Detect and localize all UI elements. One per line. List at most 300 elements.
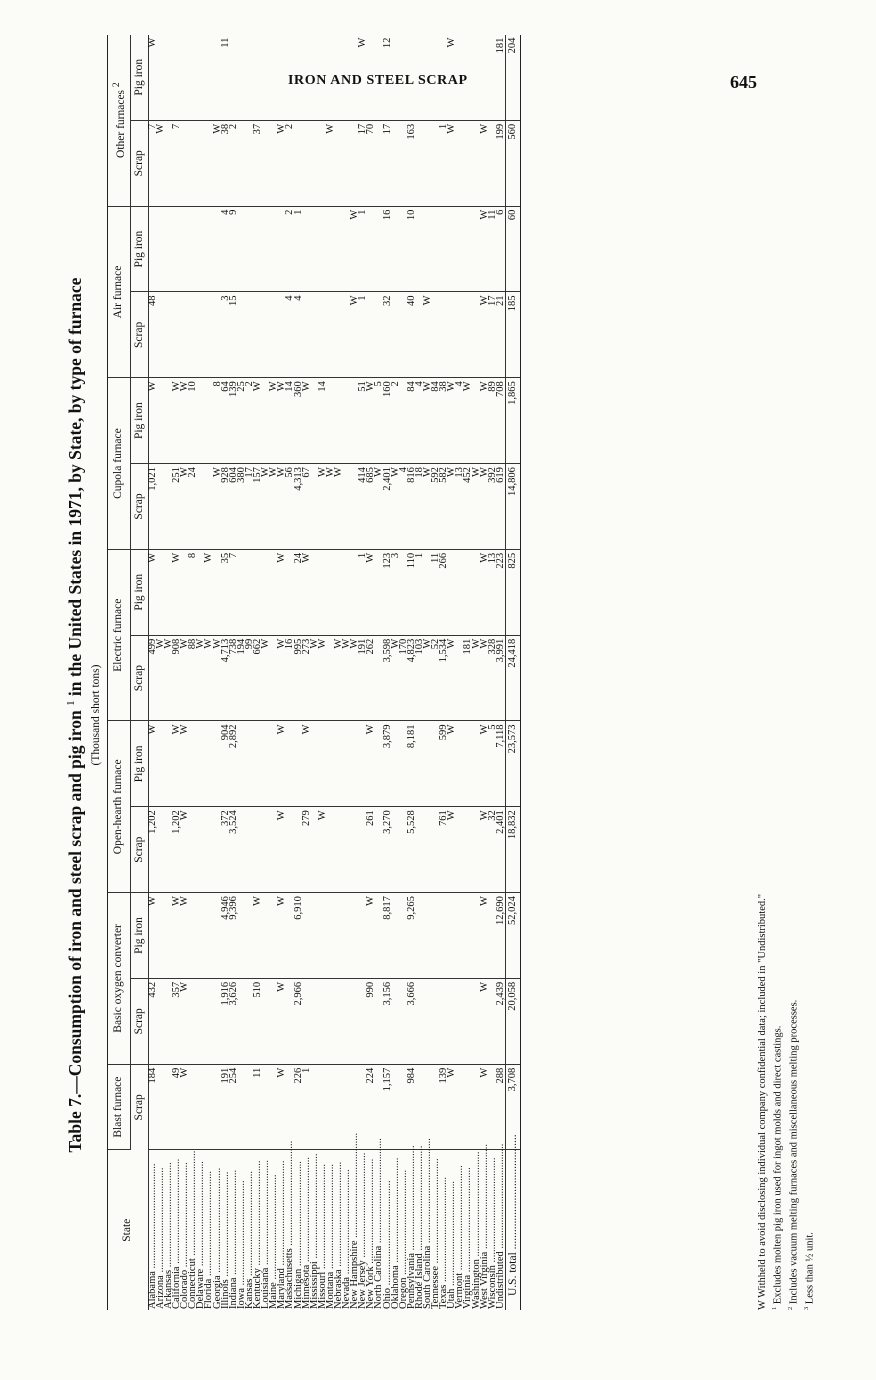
state-name: California ........................................ xyxy=(171,1158,183,1309)
state-name: Rhode Island ........................................ xyxy=(413,1145,425,1309)
cell-value xyxy=(408,35,416,121)
cell-value: 1 xyxy=(303,1064,311,1150)
cell-value: 499 xyxy=(148,635,157,721)
cell-value: 3,524 xyxy=(230,807,238,893)
cell-value xyxy=(424,721,432,807)
cell-value: 123 xyxy=(384,549,392,635)
cell-value: W xyxy=(481,378,489,464)
cell-value: W xyxy=(464,378,472,464)
cell-value: W xyxy=(343,635,351,721)
cell-value xyxy=(432,893,440,979)
cell-value: 592 xyxy=(432,464,440,550)
subheader-scrap: Scrap xyxy=(130,292,148,378)
state-name: Montana ........................................ xyxy=(324,1164,336,1309)
state-name: West Virginia ........................................ xyxy=(478,1144,490,1309)
cell-value xyxy=(456,1064,464,1150)
cell-value xyxy=(392,978,400,1064)
state-name: New Hampshire ........................................ xyxy=(349,1132,361,1309)
cell-value xyxy=(238,807,246,893)
cell-value: 3,626 xyxy=(230,978,238,1064)
cell-value: W xyxy=(367,721,375,807)
cell-value: 4 xyxy=(400,464,408,550)
cell-value: W xyxy=(181,378,189,464)
cell-value xyxy=(205,978,213,1064)
cell-value xyxy=(351,549,359,635)
table-row xyxy=(408,35,416,1310)
cell-value: 204 xyxy=(505,35,520,121)
cell-value xyxy=(197,206,205,292)
cell-value: 4 xyxy=(416,378,424,464)
cell-value: W xyxy=(173,378,181,464)
state-name: Maine ........................................ xyxy=(268,1174,280,1309)
cell-value xyxy=(327,206,335,292)
state-name: Massachusetts ........................................ xyxy=(284,1140,296,1309)
cell-value xyxy=(424,978,432,1064)
state-name: Washington ........................................ xyxy=(470,1151,482,1309)
cell-value xyxy=(238,978,246,1064)
cell-value: 251 xyxy=(173,464,181,550)
cell-value: W xyxy=(214,635,222,721)
cell-value xyxy=(335,978,343,1064)
cell-value xyxy=(416,893,424,979)
cell-value xyxy=(189,1064,197,1150)
footnote-mark: 3 xyxy=(802,1306,810,1310)
cell-value: 3,666 xyxy=(408,978,416,1064)
state-name: Missouri ........................................ xyxy=(316,1164,328,1309)
table-row xyxy=(303,35,311,1310)
table-row xyxy=(148,35,157,1310)
cell-value xyxy=(335,807,343,893)
state-name: Mississippi ........................................ xyxy=(308,1153,320,1309)
cell-value: W xyxy=(278,120,286,206)
cell-value: W xyxy=(424,635,432,721)
cell-value xyxy=(205,1064,213,1150)
cell-value: W xyxy=(278,893,286,979)
cell-value: W xyxy=(148,35,157,121)
state-name: Virginia ........................................ xyxy=(462,1167,474,1309)
table-row xyxy=(311,35,319,1310)
cell-value: W xyxy=(148,378,157,464)
state-name: North Carolina ........................................ xyxy=(373,1138,385,1309)
cell-value: W xyxy=(303,721,311,807)
cell-value: W xyxy=(392,635,400,721)
state-name: Georgia ........................................ xyxy=(211,1167,223,1309)
cell-value: 380 xyxy=(238,464,246,550)
cell-value xyxy=(392,292,400,378)
cell-value: W xyxy=(303,549,311,635)
cell-value xyxy=(327,978,335,1064)
cell-value: 12,690 xyxy=(497,893,506,979)
cell-value: 38 xyxy=(222,120,230,206)
cell-value: 357 xyxy=(173,978,181,1064)
cell-value xyxy=(262,721,270,807)
cell-value xyxy=(205,292,213,378)
table-row xyxy=(416,35,424,1310)
cell-value xyxy=(343,893,351,979)
table-row xyxy=(181,35,189,1310)
cell-value: 7 xyxy=(148,120,157,206)
subheader-pig-iron: Pig iron xyxy=(130,721,148,807)
group-header-other: Other furnaces $^2$ xyxy=(108,35,131,207)
cell-value: 1,865 xyxy=(505,378,520,464)
cell-value xyxy=(246,206,254,292)
cell-value: W xyxy=(448,378,456,464)
footnote-mark: 1 xyxy=(771,1306,779,1310)
cell-value xyxy=(319,35,327,121)
cell-value: 38 xyxy=(440,378,448,464)
cell-value xyxy=(303,206,311,292)
cell-value xyxy=(165,206,173,292)
state-name: Utah ........................................ xyxy=(446,1180,458,1309)
cell-value: 908 xyxy=(173,635,181,721)
state-name: Ohio ........................................ xyxy=(381,1180,393,1309)
cell-value xyxy=(262,807,270,893)
table-row xyxy=(246,35,254,1310)
cell-value: 261 xyxy=(367,807,375,893)
cell-value: 279 xyxy=(303,807,311,893)
table-title-text-end: in the United States in 1971, by State, by type of furnace xyxy=(65,277,85,701)
cell-value: 288 xyxy=(497,1064,506,1150)
cell-value: W xyxy=(181,464,189,550)
group-header-open-hearth: Open-hearth furnace xyxy=(108,721,131,893)
cell-value xyxy=(197,292,205,378)
cell-value xyxy=(181,206,189,292)
cell-value: 49 xyxy=(173,1064,181,1150)
cell-value xyxy=(327,35,335,121)
cell-value: W xyxy=(351,206,359,292)
cell-value xyxy=(335,120,343,206)
cell-value xyxy=(440,978,448,1064)
cell-value xyxy=(335,893,343,979)
cell-value: 560 xyxy=(505,120,520,206)
cell-value: W xyxy=(181,893,189,979)
cell-value: 18,832 xyxy=(505,807,520,893)
cell-value: W xyxy=(392,464,400,550)
table-row xyxy=(205,35,213,1310)
cell-value: 14,806 xyxy=(505,464,520,550)
table-row xyxy=(400,35,408,1310)
cell-value xyxy=(181,35,189,121)
cell-value xyxy=(214,206,222,292)
cell-value: 372 xyxy=(222,807,230,893)
cell-value: 12 xyxy=(384,35,392,121)
table-row xyxy=(214,35,222,1310)
cell-value xyxy=(311,978,319,1064)
cell-value xyxy=(343,35,351,121)
cell-value xyxy=(173,35,181,121)
table-row xyxy=(238,35,246,1310)
cell-value xyxy=(464,35,472,121)
cell-value: 7 xyxy=(173,120,181,206)
footnote-text: W Withheld to avoid disclosing individual company confidential data; included in "Undistributed." xyxy=(757,893,768,1310)
cell-value: 56 xyxy=(286,464,294,550)
cell-value xyxy=(254,721,262,807)
cell-value xyxy=(238,120,246,206)
cell-value: 1 xyxy=(295,206,303,292)
cell-value: 1 xyxy=(359,292,367,378)
group-header-blast-furnace: Blast furnace xyxy=(108,1064,131,1150)
cell-value: W xyxy=(448,120,456,206)
cell-value xyxy=(295,35,303,121)
cell-value xyxy=(197,807,205,893)
group-header-row xyxy=(108,35,131,1310)
cell-value xyxy=(278,292,286,378)
cell-value: W xyxy=(262,635,270,721)
cell-value: 4,823 xyxy=(408,635,416,721)
cell-value xyxy=(319,721,327,807)
cell-value xyxy=(189,721,197,807)
cell-value: W xyxy=(157,635,165,721)
cell-value xyxy=(238,206,246,292)
subheader-pig-iron: Pig iron xyxy=(130,206,148,292)
cell-value xyxy=(343,807,351,893)
cell-value: 52 xyxy=(432,635,440,721)
state-name: Nebraska ........................................ xyxy=(332,1161,344,1309)
cell-value: 170 xyxy=(400,635,408,721)
cell-value: 8 xyxy=(189,549,197,635)
state-name: Oklahoma ........................................ xyxy=(389,1157,401,1309)
cell-value xyxy=(278,35,286,121)
cell-value: 160 xyxy=(384,378,392,464)
cell-value: 1 xyxy=(416,549,424,635)
cell-value: W xyxy=(181,807,189,893)
cell-value: 662 xyxy=(254,635,262,721)
cell-value xyxy=(319,1064,327,1150)
cell-value: 4,313 xyxy=(295,464,303,550)
cell-value xyxy=(464,549,472,635)
subheader-scrap: Scrap xyxy=(130,635,148,721)
table-row xyxy=(165,35,173,1310)
table-row xyxy=(295,35,303,1310)
cell-value xyxy=(238,721,246,807)
cell-value: W xyxy=(148,549,157,635)
table-row xyxy=(335,35,343,1310)
cell-value: W xyxy=(481,292,489,378)
cell-value: 17 xyxy=(246,464,254,550)
cell-value: 7,118 xyxy=(497,721,506,807)
state-name: Arizona ........................................ xyxy=(154,1167,166,1309)
cell-value: W xyxy=(319,807,327,893)
cell-value xyxy=(424,893,432,979)
cell-value xyxy=(165,292,173,378)
cell-value: 6,910 xyxy=(295,893,303,979)
cell-value: 23,573 xyxy=(505,721,520,807)
cell-value xyxy=(311,206,319,292)
cell-value xyxy=(392,807,400,893)
cell-value: 2 xyxy=(392,378,400,464)
cell-value xyxy=(262,893,270,979)
cell-value: 928 xyxy=(222,464,230,550)
table-row xyxy=(254,35,262,1310)
table-row xyxy=(278,35,286,1310)
cell-value: 10 xyxy=(189,378,197,464)
cell-value: 223 xyxy=(497,549,506,635)
cell-value xyxy=(392,1064,400,1150)
cell-value: 328 xyxy=(489,635,497,721)
cell-value xyxy=(205,378,213,464)
cell-value xyxy=(262,292,270,378)
cell-value xyxy=(157,549,165,635)
cell-value xyxy=(319,549,327,635)
cell-value: 1,916 xyxy=(222,978,230,1064)
footnotes xyxy=(757,894,817,1310)
cell-value: 990 xyxy=(367,978,375,1064)
cell-value: 2,439 xyxy=(497,978,506,1064)
cell-value: 599 xyxy=(440,721,448,807)
cell-value: W xyxy=(335,635,343,721)
cell-value xyxy=(311,549,319,635)
cell-value xyxy=(432,120,440,206)
state-name: Florida ........................................ xyxy=(203,1171,215,1309)
total-label: U.S. total ........................................ xyxy=(505,1150,520,1310)
cell-value xyxy=(327,549,335,635)
cell-value: 3,991 xyxy=(497,635,506,721)
table-row xyxy=(392,35,400,1310)
cell-value xyxy=(343,120,351,206)
cell-value xyxy=(335,378,343,464)
cell-value: W xyxy=(181,635,189,721)
cell-value xyxy=(473,35,481,121)
cell-value xyxy=(197,893,205,979)
cell-value xyxy=(238,1064,246,1150)
cell-value xyxy=(367,35,375,121)
cell-value: W xyxy=(278,1064,286,1150)
cell-value: W xyxy=(173,721,181,807)
cell-value: 984 xyxy=(408,1064,416,1150)
cell-value: W xyxy=(424,464,432,550)
page-number: 645 xyxy=(730,72,757,92)
cell-value xyxy=(456,549,464,635)
table-row xyxy=(189,35,197,1310)
cell-value: 32 xyxy=(489,807,497,893)
cell-value: 1,534 xyxy=(440,635,448,721)
cell-value: 13 xyxy=(456,464,464,550)
cell-value xyxy=(335,292,343,378)
cell-value xyxy=(262,978,270,1064)
table-row xyxy=(481,35,489,1310)
cell-value xyxy=(456,807,464,893)
state-name: Alabama ........................................ xyxy=(146,1163,158,1309)
cell-value xyxy=(270,35,278,121)
cell-value xyxy=(311,893,319,979)
table-row xyxy=(359,35,367,1310)
cell-value: W xyxy=(481,635,489,721)
state-name: Tennessee ........................................ xyxy=(430,1158,442,1309)
cell-value xyxy=(464,1064,472,1150)
cell-value: W xyxy=(197,635,205,721)
cell-value: 32 xyxy=(384,292,392,378)
cell-value: W xyxy=(481,206,489,292)
cell-value: 103 xyxy=(416,635,424,721)
subheader-scrap: Scrap xyxy=(130,464,148,550)
cell-value xyxy=(464,721,472,807)
cell-value: 139 xyxy=(230,378,238,464)
cell-value xyxy=(335,721,343,807)
footnote xyxy=(757,894,769,1310)
cell-value: 16 xyxy=(384,206,392,292)
subheader-scrap: Scrap xyxy=(130,1064,148,1150)
cell-value: 35 xyxy=(222,549,230,635)
cell-value xyxy=(335,549,343,635)
cell-value: 7 xyxy=(230,549,238,635)
cell-value xyxy=(254,807,262,893)
cell-value: 360 xyxy=(295,378,303,464)
cell-value: W xyxy=(254,378,262,464)
cell-value: 24 xyxy=(295,549,303,635)
cell-value xyxy=(157,1064,165,1150)
cell-value xyxy=(464,206,472,292)
cell-value xyxy=(246,35,254,121)
cell-value: 13 xyxy=(489,549,497,635)
table-row xyxy=(270,35,278,1310)
cell-value xyxy=(303,978,311,1064)
state-name: Arkansas ........................................ xyxy=(163,1162,175,1309)
cell-value: 21 xyxy=(497,292,506,378)
cell-value: 25 xyxy=(238,378,246,464)
cell-value xyxy=(351,978,359,1064)
cell-value xyxy=(262,206,270,292)
cell-value xyxy=(165,35,173,121)
cell-value xyxy=(319,292,327,378)
cell-value xyxy=(327,292,335,378)
table-body xyxy=(148,35,520,1310)
cell-value: W xyxy=(481,807,489,893)
subheader-scrap: Scrap xyxy=(130,807,148,893)
cell-value: 185 xyxy=(505,292,520,378)
cell-value xyxy=(311,292,319,378)
cell-value xyxy=(165,120,173,206)
cell-value xyxy=(197,464,205,550)
cell-value: 3 xyxy=(222,292,230,378)
cell-value: 1,202 xyxy=(148,807,157,893)
table-title-text: Table 7.—Consumption of iron and steel scrap and pig iron xyxy=(65,710,85,1153)
cell-value: 199 xyxy=(497,120,506,206)
cell-value xyxy=(335,206,343,292)
cell-value: W xyxy=(448,807,456,893)
cell-value xyxy=(197,978,205,1064)
cell-value: W xyxy=(448,1064,456,1150)
consumption-table xyxy=(107,35,521,1310)
table-row xyxy=(424,35,432,1310)
cell-value: 8,817 xyxy=(384,893,392,979)
cell-value: 5 xyxy=(375,378,383,464)
cell-value: W xyxy=(254,893,262,979)
cell-value: W xyxy=(481,721,489,807)
state-name: Vermont ........................................ xyxy=(454,1165,466,1309)
cell-value: 99 xyxy=(246,635,254,721)
cell-value: W xyxy=(481,549,489,635)
cell-value: 60 xyxy=(505,206,520,292)
cell-value xyxy=(481,35,489,121)
cell-value xyxy=(246,292,254,378)
cell-value xyxy=(416,120,424,206)
cell-value xyxy=(416,721,424,807)
cell-value xyxy=(254,35,262,121)
cell-value: 2,401 xyxy=(384,464,392,550)
cell-value: 4 xyxy=(222,206,230,292)
stub-header: State xyxy=(108,1150,149,1310)
cell-value: 181 xyxy=(464,635,472,721)
cell-value: 708 xyxy=(497,378,506,464)
cell-value xyxy=(157,978,165,1064)
cell-value xyxy=(327,721,335,807)
state-name: Louisiana ........................................ xyxy=(260,1159,272,1309)
state-name: Delaware ........................................ xyxy=(195,1161,207,1309)
cell-value: W xyxy=(278,721,286,807)
cell-value: 84 xyxy=(408,378,416,464)
subheader-row xyxy=(130,35,148,1310)
cell-value xyxy=(440,292,448,378)
